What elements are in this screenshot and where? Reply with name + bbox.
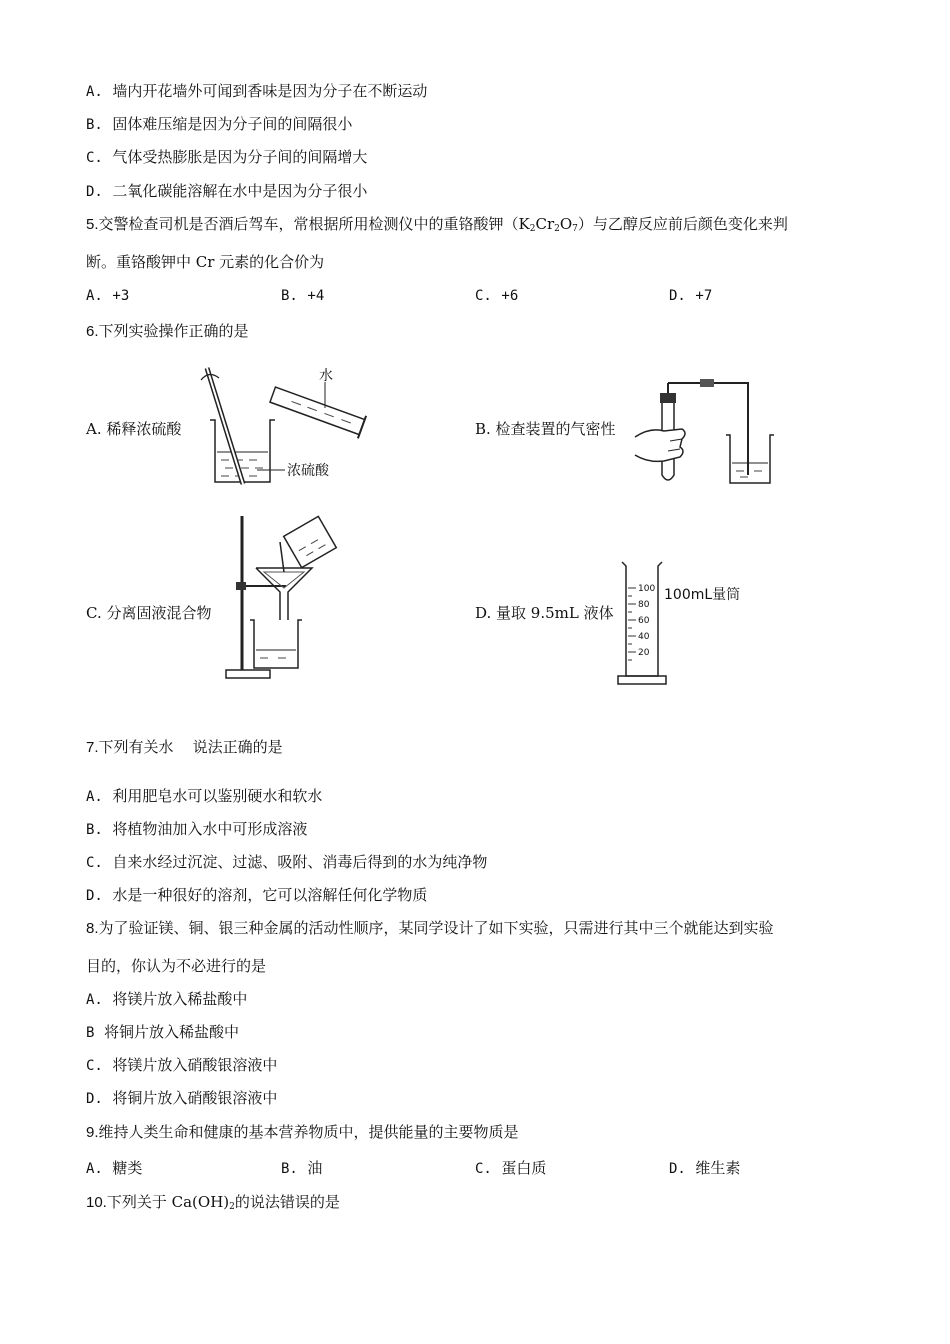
q5-option-c: C. +6: [475, 288, 519, 304]
q5-stem-line2: 断。重铬酸钾中 Cr 元素的化合价为: [86, 253, 325, 271]
q9-option-b: B. 油: [281, 1159, 323, 1177]
filtration-figure: [220, 512, 340, 684]
q6-stem: 6.下列实验操作正确的是: [86, 322, 249, 340]
q7-option-d: D. 水是一种很好的溶剂，它可以溶解任何化学物质: [86, 886, 428, 904]
q8-option-a: A. 将镁片放入稀盐酸中: [86, 990, 248, 1008]
tick-100: 100: [638, 584, 656, 594]
q6-option-a-label: A. 稀释浓硫酸: [86, 420, 182, 438]
q5-option-a: A. +3: [86, 288, 130, 304]
q4-option-c: C. 气体受热膨胀是因为分子间的间隔增大: [86, 148, 368, 166]
q4-option-d: D. 二氧化碳能溶解在水中是因为分子很小: [86, 182, 368, 200]
q7-option-a: A. 利用肥皂水可以鉴别硬水和软水: [86, 787, 323, 805]
q8-option-d: D. 将铜片放入硝酸银溶液中: [86, 1089, 278, 1107]
cylinder-label: 100mL量筒: [664, 587, 741, 603]
q6-option-c-label: C. 分离固液混合物: [86, 604, 212, 622]
tick-80: 80: [638, 600, 650, 610]
q8-option-b: B 将铜片放入稀盐酸中: [86, 1023, 239, 1041]
dilute-sulfuric-acid-figure: [195, 360, 385, 488]
q5-stem-line1: 5.交警检查司机是否酒后驾车，常根据所用检测仪中的重铬酸钾$(K_2Cr_2O_7)$与乙醇反应前后颜色变化来判: [86, 215, 788, 234]
q9-option-a: A. 糖类: [86, 1159, 143, 1177]
q9-option-d: D. 维生素: [669, 1159, 741, 1177]
q8-stem-line2: 目的，你认为不必进行的是: [86, 957, 267, 975]
q7-option-c: C. 自来水经过沉淀、过滤、吸附、消毒后得到的水为纯净物: [86, 853, 488, 871]
q6-option-b-label: B. 检查装置的气密性: [475, 420, 616, 438]
q9-option-c: C. 蛋白质: [475, 1159, 547, 1177]
q10-stem: 10.下列关于 $Ca(OH)_2$的说法错误的是: [86, 1193, 340, 1212]
q4-option-a: A. 墙内开花墙外可闻到香味是因为分子在不断运动: [86, 82, 428, 100]
water-label: 水: [319, 368, 333, 384]
tick-20: 20: [638, 648, 650, 658]
q5-option-b: B. +4: [281, 288, 325, 304]
conc-acid-label: 浓硫酸: [287, 463, 329, 479]
tick-60: 60: [638, 616, 650, 626]
q8-stem-line1: 8.为了验证镁、铜、银三种金属的活动性顺序，某同学设计了如下实验，只需进行其中三个就能达到实验: [86, 919, 774, 937]
q8-option-c: C. 将镁片放入硝酸银溶液中: [86, 1056, 278, 1074]
q5-option-d: D. +7: [669, 288, 713, 304]
q9-stem: 9.维持人类生命和健康的基本营养物质中，提供能量的主要物质是: [86, 1123, 519, 1141]
q6-option-d-label: D. 量取 9.5mL 液体: [475, 604, 614, 622]
tick-40: 40: [638, 632, 650, 642]
q7-stem: 7.下列有关水 说法正确的是: [86, 738, 283, 756]
airtightness-check-figure: [630, 375, 780, 490]
graduated-cylinder-figure: [612, 558, 772, 688]
q7-option-b: B. 将植物油加入水中可形成溶液: [86, 820, 308, 838]
q4-option-b: B. 固体难压缩是因为分子间的间隔很小: [86, 115, 353, 133]
